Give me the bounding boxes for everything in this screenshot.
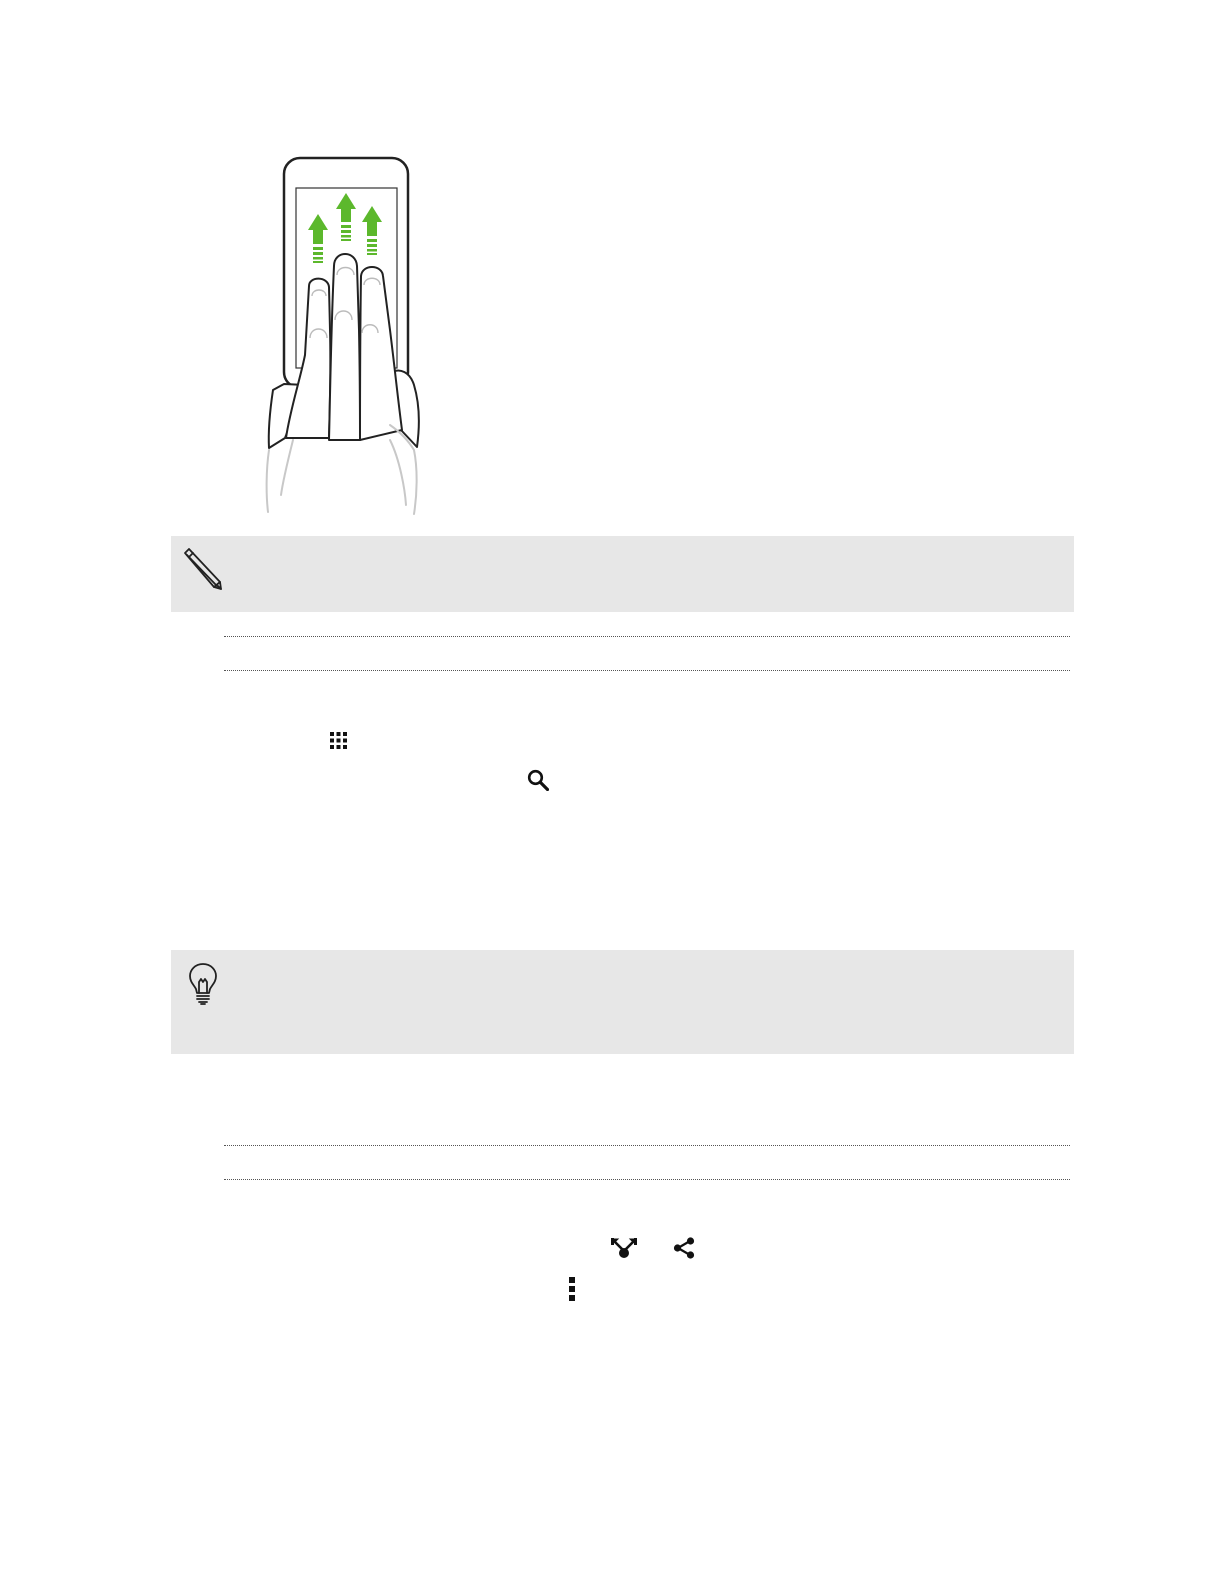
three-finger-swipe-up-icon bbox=[255, 150, 435, 520]
section-divider bbox=[224, 636, 1070, 637]
tip-box bbox=[171, 950, 1074, 1054]
lightbulb-tip-icon bbox=[188, 962, 218, 1006]
note-box bbox=[171, 536, 1074, 612]
more-options-icon bbox=[568, 1277, 576, 1301]
section-divider bbox=[224, 1179, 1070, 1180]
connect-media-icon bbox=[611, 1237, 637, 1259]
share-icon bbox=[673, 1237, 695, 1259]
all-apps-grid-icon bbox=[330, 732, 347, 749]
section-divider bbox=[224, 670, 1070, 671]
pencil-note-icon bbox=[180, 546, 224, 592]
section-divider bbox=[224, 1145, 1070, 1146]
search-icon bbox=[527, 769, 549, 791]
